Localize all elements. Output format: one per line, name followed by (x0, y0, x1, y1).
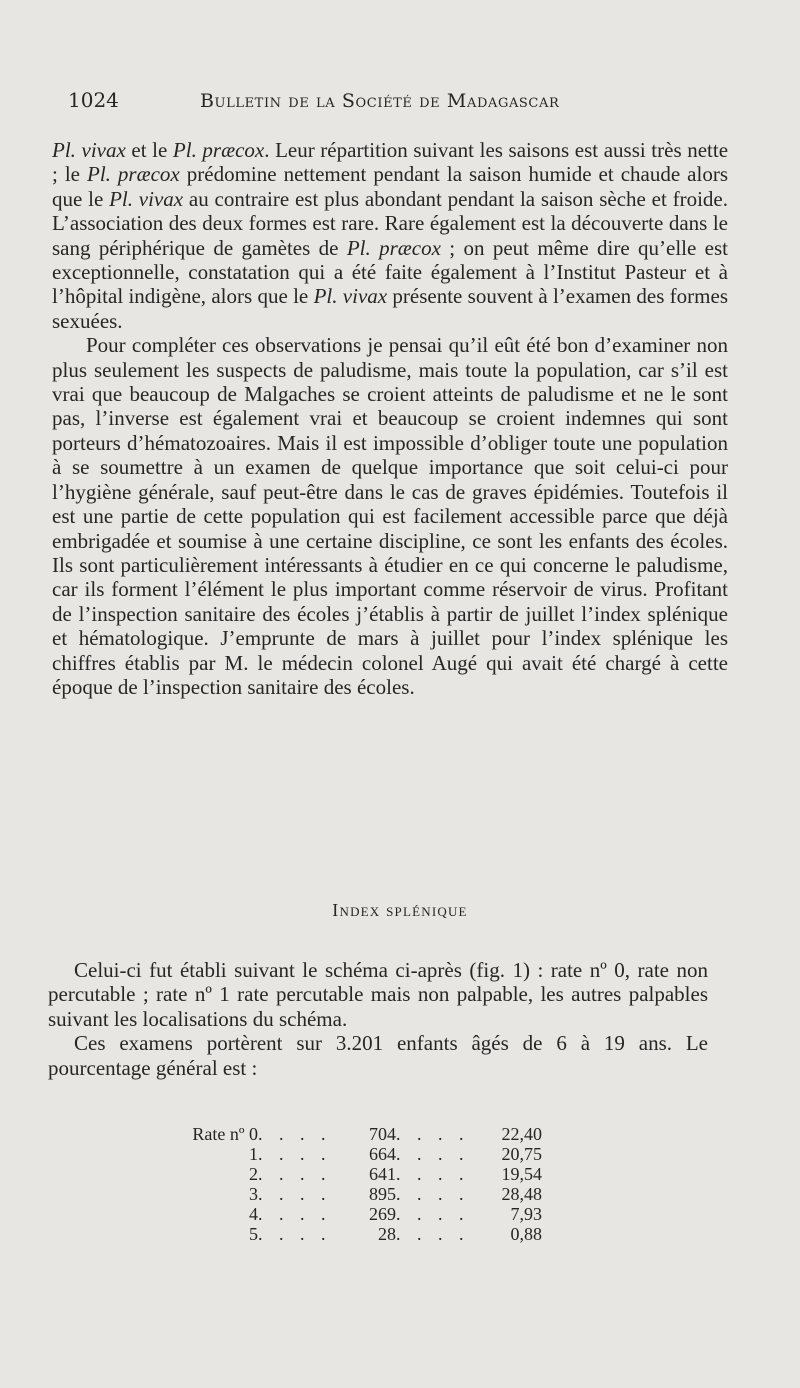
section-paragraph: Celui-ci fut établi suivant le schéma ci-après (fig. 1) : rate nº 0, rate non percutable ; rate nº 1 rate percutable mais non palpable, les autres palpables suivant les localisations du schéma. (48, 958, 708, 1031)
child-count: 895 (369, 1184, 396, 1204)
section-title: Index splénique (332, 900, 468, 920)
leader-dots: . . . . (258, 1224, 332, 1244)
leader-dots: . . . . (258, 1124, 332, 1144)
leader-dots: . . . . (258, 1164, 332, 1184)
percentage: 19,54 (501, 1164, 542, 1184)
page-number: 1024 (68, 88, 119, 112)
page-header (68, 88, 738, 118)
percentage: 22,40 (501, 1124, 542, 1144)
percentage: 28,48 (501, 1184, 542, 1204)
child-count: 704 (369, 1124, 396, 1144)
percentage: 0,88 (510, 1224, 542, 1244)
leader-dots: . . . . (258, 1144, 332, 1164)
body-paragraph: Pour compléter ces observations je pensai qu’il eût été bon d’examiner non plus seulement les suspects de paludisme, mais toute la population, car s’il est vrai que beaucoup de Malgaches se croient atteints de paludisme et ne le sont pas, l’inverse est également vrai et beaucoup se croient indemnes qui sont porteurs d’hématozoaires. Mais il est impossible d’obliger toute une population à se soumettre à un examen de quelque importance que soit celui-ci pour l’hygiène générale, sauf peut-être dans le cas de graves épidémies. Toutefois il est une partie de cette population qui est facilement accessible parce que déjà embrigadée et soumise à une certaine discipline, ce sont les enfants des écoles. Ils sont particulièrement intéressants à étudier en ce qui concerne le paludisme, car ils forment l’élément le plus important comme réservoir de virus. Profitant de l’inspection sanitaire des écoles j’établis à partir de juillet l’index splénique et hématologique. J’emprunte de mars à juillet pour l’index splénique les chiffres établis par M. le médecin colonel Augé qui avait été chargé à cette époque de l’inspection sanitaire des écoles. (52, 333, 728, 699)
child-count: 641 (369, 1164, 396, 1184)
leader-dots: . . . . (396, 1224, 470, 1244)
rate-label: 3 (249, 1184, 258, 1204)
table-row (158, 1144, 542, 1164)
rate-label: Rate nº 0 (192, 1124, 258, 1144)
rate-label: 1 (249, 1144, 258, 1164)
leader-dots: . . . . (258, 1184, 332, 1204)
child-count: 664 (369, 1144, 396, 1164)
leader-dots: . . . . (396, 1164, 470, 1184)
rate-label: 5 (249, 1224, 258, 1244)
leader-dots: . . . . (396, 1124, 470, 1144)
section-paragraph: Ces examens portèrent sur 3.201 enfants âgés de 6 à 19 ans. Le pourcentage général est : (48, 1031, 708, 1080)
table-row (158, 1124, 542, 1144)
table-row (158, 1184, 542, 1204)
leader-dots: . . . . (396, 1184, 470, 1204)
rate-label: 4 (249, 1204, 258, 1224)
rate-label: 2 (249, 1164, 258, 1184)
running-title: Bulletin de la Société de Madagascar (200, 90, 560, 112)
table-row (158, 1204, 542, 1224)
child-count: 28 (378, 1224, 396, 1244)
leader-dots: . . . . (396, 1204, 470, 1224)
leader-dots: . . . . (258, 1204, 332, 1224)
table-row (158, 1224, 542, 1244)
percentage: 20,75 (501, 1144, 542, 1164)
body-paragraph: Pl. vivax et le Pl. præcox. Leur répartition suivant les saisons est aussi très nette ; le Pl. præcox prédomine nettement pendant la saison humide et chaude alors que le Pl. vivax au contraire est plus abondant pendant la saison sèche et froide. L’association des deux formes est rare. Rare également est la découverte dans le sang périphérique de gamètes de Pl. præcox ; on peut même dire qu’elle est exceptionnelle, constatation qui a été faite également à l’Institut Pasteur et à l’hôpital indigène, alors que le Pl. vivax présente souvent à l’examen des formes sexuées. (52, 138, 729, 333)
percentage: 7,93 (510, 1204, 542, 1224)
table-row (158, 1164, 542, 1184)
spleen-rate-table (158, 1124, 542, 1244)
child-count: 269 (369, 1204, 396, 1224)
body-text (52, 138, 728, 699)
section-text (48, 958, 708, 1080)
leader-dots: . . . . (396, 1144, 470, 1164)
